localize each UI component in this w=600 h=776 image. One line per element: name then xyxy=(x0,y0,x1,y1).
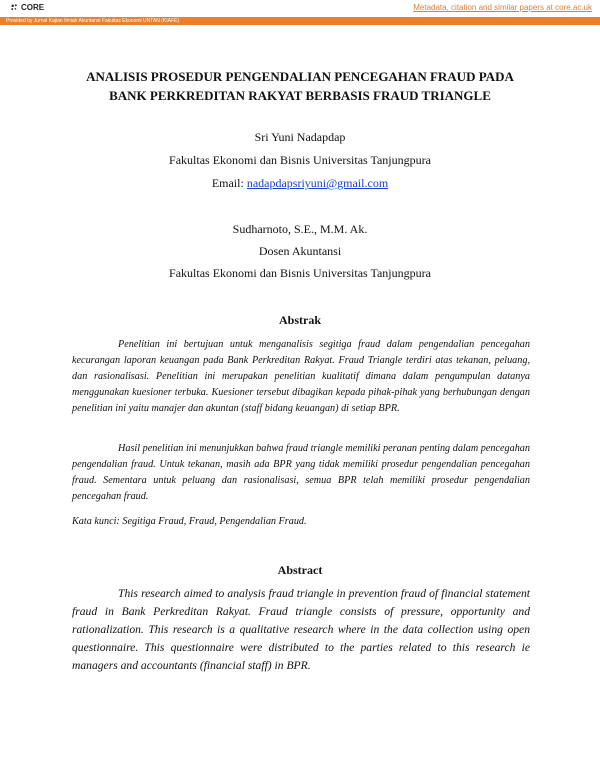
core-logo[interactable] xyxy=(10,3,44,12)
core-logo-text: CORE xyxy=(21,3,45,12)
paper-title-line-1: ANALISIS PROSEDUR PENGENDALIAN PENCEGAHAN FRAUD PADA xyxy=(86,69,514,84)
author1-affiliation: Fakultas Ekonomi dan Bisnis Universitas Tanjungpura xyxy=(169,153,431,167)
provided-by-text: Provided by Jurnal Kajian Ilmiah Akuntansi Fakultas Ekonomi UNTAN (KIAFE) xyxy=(6,18,180,24)
abstract-heading: Abstract xyxy=(277,563,323,577)
abstrak-heading: Abstrak xyxy=(278,313,321,327)
abstrak-keywords: Kata kunci: Segitiga Fraud, Fraud, Pengendalian Fraud. xyxy=(72,516,307,527)
author1-name: Sri Yuni Nadapdap xyxy=(254,130,346,144)
author1-email-line xyxy=(0,175,600,191)
email-link[interactable]: nadapdapsriyuni@gmail.com xyxy=(246,176,389,190)
core-metadata-link[interactable]: Metadata, citation and similar papers at core.ac.uk xyxy=(413,3,592,12)
core-logo-icon xyxy=(10,3,19,12)
author2-affiliation: Fakultas Ekonomi dan Bisnis Universitas Tanjungpura xyxy=(169,266,431,280)
paper-title-line-2: BANK PERKREDITAN RAKYAT BERBASIS FRAUD TRIANGLE xyxy=(109,88,491,103)
core-header-bar xyxy=(0,0,600,16)
author2-role: Dosen Akuntansi xyxy=(258,244,342,258)
abstrak-paragraph-2: Hasil penelitian ini menunjukkan bahwa fraud triangle memiliki peranan penting dalam pencegahan pengendalian fraud. Untuk tekanan, masih ada BPR yang tidak memiliki prosedur pengendalian pencegahan fraud. Sementara untuk peluang dan rasionalisasi, semua BPR telah memiliki prosedur pengendalian pencegahan fraud. xyxy=(72,443,530,502)
provided-by-bar xyxy=(0,17,600,25)
abstract-paragraph-1: This research aimed to analysis fraud triangle in prevention fraud of financial statement fraud in Bank Perkreditan Rakyat. Fraud triangle consists of pressure, opportunity and rationalization. This research is a qualitative research where in the data collection using open questionnaire. This questionnaire were distributed to the parties related to this research ie managers and accountants (financial staff) in BPR. xyxy=(72,587,530,672)
email-label: Email: xyxy=(211,176,247,190)
author2-name: Sudharnoto, S.E., M.M. Ak. xyxy=(232,222,368,236)
abstrak-paragraph-1: Penelitian ini bertujuan untuk menganalisis segitiga fraud dalam pengendalian pencegahan kecurangan laporan keuangan pada Bank Perkreditan Rakyat. Fraud Triangle terdiri atas tekanan, peluang, dan rasionalisasi. Penelitian ini merupakan penelitian kualitatif dimana dalam pengumpulan datanya menggunakan kuesioner terbuka. Kuesioner tersebut dibagikan kepada pihak-pihak yang berhubungan dengan penelitian ini yaitu manajer dan akuntan (staff bidang keuangan) di setiap BPR. xyxy=(72,339,530,414)
